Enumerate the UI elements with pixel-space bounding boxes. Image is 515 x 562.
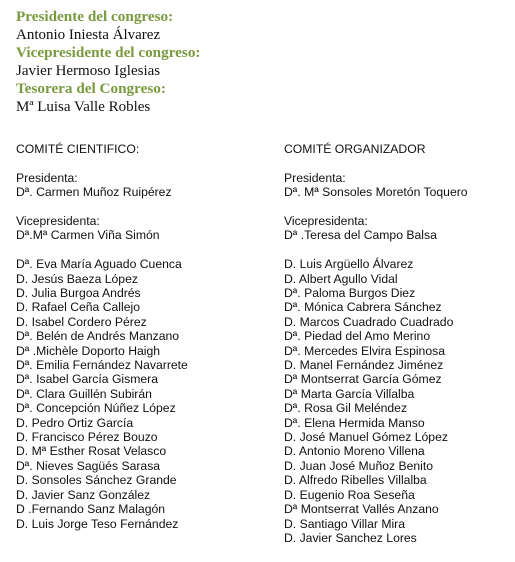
vicepresidenta-name: Dª.Mª Carmen Viña Simón xyxy=(16,228,160,243)
committee-heading: COMITÉ CIENTIFICO: xyxy=(16,142,140,156)
member-name: Dª. Mercedes Elvira Espinosa xyxy=(284,343,445,358)
member-name: Dª. Nieves Sagüés Sarasa xyxy=(16,458,161,473)
member-name: D. Eugenio Roa Seseña xyxy=(284,487,415,502)
treasurer-name: Mª Luisa Valle Robles xyxy=(16,99,151,115)
president-title: Presidente del congreso: xyxy=(16,8,174,25)
member-name: D. Javier Sanz González xyxy=(16,487,151,502)
member-name: Dª. Rosa Gil Meléndez xyxy=(284,401,408,416)
member-name: D. Francisco Pérez Bouzo xyxy=(16,430,158,445)
presidenta-label: Presidenta: xyxy=(284,170,346,185)
member-list xyxy=(284,257,515,545)
member-name: Dª. Piedad del Amo Merino xyxy=(284,329,431,344)
member-name: D. Marcos Cuadrado Cuadrado xyxy=(284,314,454,329)
member-name: Dª. Clara Guillén Subirán xyxy=(16,386,152,401)
member-name: D. Julia Burgoa Andrés xyxy=(16,286,141,301)
member-name: D. José Manuel Gómez López xyxy=(284,430,448,445)
vicepresidenta-label: Vicepresidenta: xyxy=(16,214,100,228)
member-name: D. Juan José Muñoz Benito xyxy=(284,458,434,473)
member-name: Dª. Emilia Fernández Navarrete xyxy=(16,358,188,373)
member-name: Dª. Elena Hermida Manso xyxy=(284,415,425,430)
presidenta-name: Dª. Mª Sonsoles Moretón Toquero xyxy=(284,185,468,200)
member-name: D. Sonsoles Sánchez Grande xyxy=(16,473,177,488)
member-name: D. Manel Fernández Jiménez xyxy=(284,358,444,373)
member-name: Dª. Isabel García Gismera xyxy=(16,372,159,387)
committee-heading: COMITÉ ORGANIZADOR xyxy=(284,142,426,156)
member-name: Dª Montserrat Vallés Anzano xyxy=(284,502,439,517)
member-name: D. Jesús Baeza López xyxy=(16,271,138,286)
member-name: Dª. Eva María Aguado Cuenca xyxy=(16,257,182,272)
president-name: Antonio Iniesta Álvarez xyxy=(16,27,161,43)
scientific-committee xyxy=(16,142,256,531)
member-name: Dª Montserrat García Gómez xyxy=(284,372,442,387)
vice-president-name: Javier Hermoso Iglesias xyxy=(16,63,161,79)
member-name: Dª. Mónica Cabrera Sánchez xyxy=(284,300,442,315)
member-name: D. Pedro Ortiz García xyxy=(16,415,134,430)
member-name: Dª Marta García Villalba xyxy=(284,386,415,401)
treasurer-title: Tesorera del Congreso: xyxy=(16,80,166,97)
presidenta-name: Dª. Carmen Muñoz Ruipérez xyxy=(16,185,172,200)
congress-officers xyxy=(16,8,496,116)
presidenta-label: Presidenta: xyxy=(16,170,78,185)
organizing-committee xyxy=(284,142,515,545)
vicepresidenta-label: Vicepresidenta: xyxy=(284,214,368,228)
member-name: D. Alfredo Ribelles Villalba xyxy=(284,473,427,488)
member-name: Dª. Paloma Burgos Diez xyxy=(284,286,416,301)
member-name: Dª. Belén de Andrés Manzano xyxy=(16,329,180,344)
member-name: D. Antonio Moreno Villena xyxy=(284,444,425,459)
member-name: D. Mª Esther Rosat Velasco xyxy=(16,444,167,459)
member-name: D. Albert Agullo Vidal xyxy=(284,271,398,286)
member-name: D. Javier Sanchez Lores xyxy=(284,530,417,545)
member-list xyxy=(16,257,256,531)
vicepresidenta-name: Dª .Teresa del Campo Balsa xyxy=(284,228,437,243)
member-name: D .Fernando Sanz Malagón xyxy=(16,502,166,517)
member-name: Dª. Concepción Núñez López xyxy=(16,401,176,416)
member-name: D. Luis Argüello Álvarez xyxy=(284,257,414,272)
vice-president-title: Vicepresidente del congreso: xyxy=(16,44,201,61)
member-name: D. Santiago Villar Mira xyxy=(284,516,406,531)
member-name: D. Isabel Cordero Pérez xyxy=(16,314,147,329)
member-name: D. Luis Jorge Teso Fernández xyxy=(16,516,179,531)
member-name: Dª .Michèle Doporto Haigh xyxy=(16,343,161,358)
member-name: D. Rafael Ceña Callejo xyxy=(16,300,140,315)
